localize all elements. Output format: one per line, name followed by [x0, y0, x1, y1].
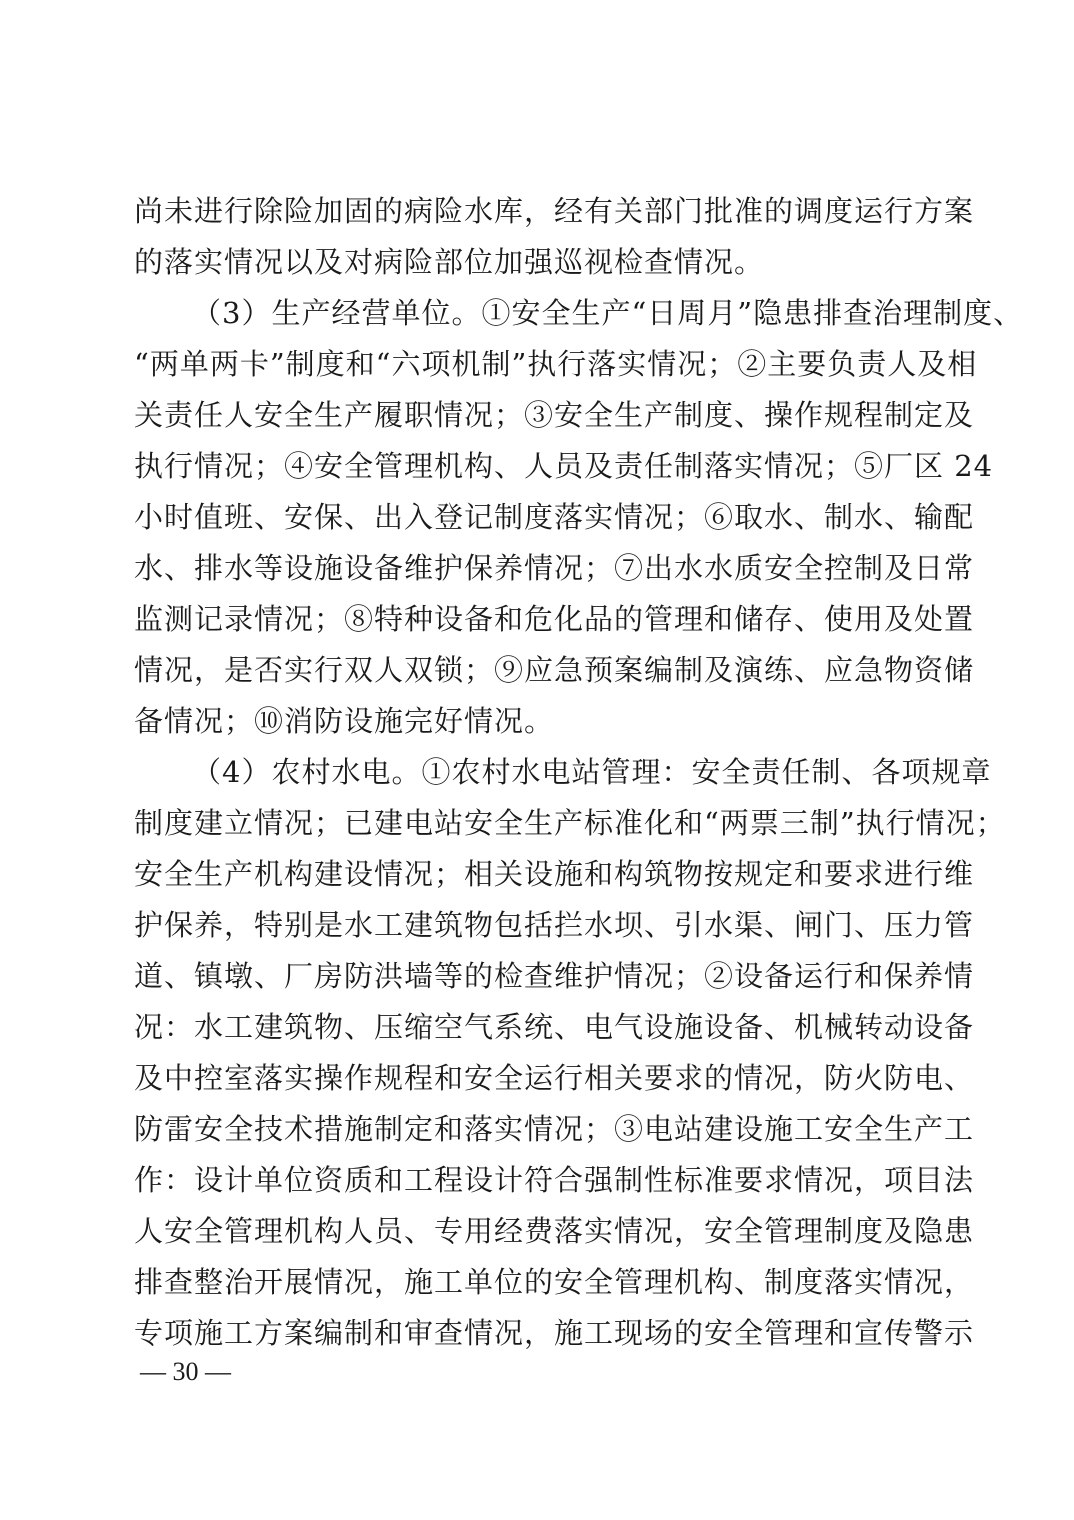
text-line: 道、镇墩、厂房防洪墙等的检查维护情况；②设备运行和保养情 — [134, 959, 975, 993]
text-line: 执行情况；④安全管理机构、人员及责任制落实情况；⑤厂区 24 — [134, 449, 994, 483]
text-line: 及中控室落实操作规程和安全运行相关要求的情况，防火防电、 — [134, 1061, 975, 1095]
text-line: （3）生产经营单位。①安全生产“日周月”隐患排查治理制度、 — [192, 296, 1024, 330]
text-line: 情况，是否实行双人双锁；⑨应急预案编制及演练、应急物资储 — [134, 653, 975, 687]
text-line: 人安全管理机构人员、专用经费落实情况，安全管理制度及隐患 — [134, 1214, 975, 1248]
text-line: 小时值班、安保、出入登记制度落实情况；⑥取水、制水、输配 — [134, 500, 975, 534]
text-line: 排查整治开展情况，施工单位的安全管理机构、制度落实情况， — [134, 1265, 975, 1299]
text-line: “两单两卡”制度和“六项机制”执行落实情况；②主要负责人及相 — [134, 347, 978, 381]
text-line: 安全生产机构建设情况；相关设施和构筑物按规定和要求进行维 — [134, 857, 975, 891]
text-line: 专项施工方案编制和审查情况，施工现场的安全管理和宣传警示 — [134, 1316, 975, 1350]
page-number: — 30 — — [140, 1357, 231, 1386]
text-line: 的落实情况以及对病险部位加强巡视检查情况。 — [134, 245, 765, 279]
text-line: 备情况；⑩消防设施完好情况。 — [134, 704, 555, 738]
text-line: 水、排水等设施设备维护保养情况；⑦出水水质安全控制及日常 — [134, 551, 975, 585]
text-line: 关责任人安全生产履职情况；③安全生产制度、操作规程制定及 — [134, 398, 975, 432]
text-line: 护保养，特别是水工建筑物包括拦水坝、引水渠、闸门、压力管 — [134, 908, 975, 942]
text-line: 防雷安全技术措施制定和落实情况；③电站建设施工安全生产工 — [134, 1112, 975, 1146]
text-line: 作：设计单位资质和工程设计符合强制性标准要求情况，项目法 — [134, 1163, 975, 1197]
text-line: 监测记录情况；⑧特种设备和危化品的管理和储存、使用及处置 — [134, 602, 975, 636]
text-line: 尚未进行除险加固的病险水库，经有关部门批准的调度运行方案 — [134, 194, 975, 228]
text-line: （4）农村水电。①农村水电站管理：安全责任制、各项规章 — [192, 755, 992, 789]
body-text — [134, 186, 1024, 1359]
text-line: 制度建立情况；已建电站安全生产标准化和“两票三制”执行情况； — [134, 806, 1006, 840]
text-line: 况：水工建筑物、压缩空气系统、电气设施设备、机械转动设备 — [134, 1010, 975, 1044]
